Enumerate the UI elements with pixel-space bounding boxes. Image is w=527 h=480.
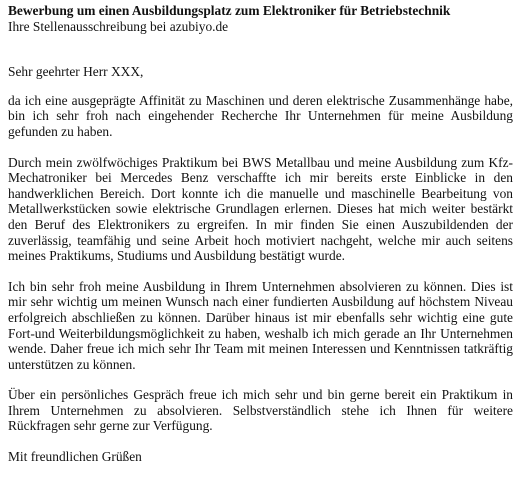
letter-subject: Bewerbung um einen Ausbildungsplatz zum Elektroniker für Betriebstechnik xyxy=(8,3,451,18)
letter-paragraph-intro: da ich eine ausgeprägte Affinität zu Maschinen und deren elektrische Zusammenhänge habe, bin ich sehr froh nach eingehender Recherche Ihr Unternehmen für meine Ausbildung gefunden zu haben. xyxy=(8,92,513,139)
letter-paragraph-motivation: Ich bin sehr froh meine Ausbildung in Ihrem Unternehmen absolvieren zu können. Dies ist mir sehr wichtig um meinen Wunsch nach einer fundierten Ausbildung auf höchstem Niveau erfolgreich abschließen zu können. Darüber hinaus ist mir ebenfalls sehr wichtig eine gute Fort-und Weiterbildungsmöglichkeit zu haben, weshalb ich mich gerade an Ihr Unternehmen wende. Daher freue ich mich sehr Ihr Team mit meinen Interessen und Kenntnissen tatkräftig unterstützen zu können. xyxy=(8,278,513,372)
letter-paragraph-experience: Durch mein zwölfwöchiges Praktikum bei BWS Metallbau und meine Ausbildung zum Kfz-Mechatroniker bei Mercedes Benz verschaffte ich mir bereits erste Einblicke in den handwerklichen Bereich. Dort konnte ich die manuelle und maschinelle Bearbeitung von Metallwerkstücken sowie elektrische Grundlagen erlernen. Dieses hat mich weiter bestärkt den Beruf des Elektronikers zu ergreifen. In mir finden Sie einen Auszubildenden der zuverlässig, teamfähig und seine Arbeit hoch motiviert nachgeht, welche mir auch seitens meines Praktikums, Studiums und Ausbildung bestätigt wurde. xyxy=(8,154,513,264)
letter-document xyxy=(8,3,513,465)
letter-reference-line: Ihre Stellenausschreibung bei azubiyo.de xyxy=(8,18,229,34)
letter-closing: Mit freundlichen Grüßen xyxy=(8,449,142,465)
letter-paragraph-interview: Über ein persönliches Gespräch freue ich mich sehr und bin gerne bereit ein Praktikum in Ihrem Unternehmen zu absolvieren. Selbstverständlich stehe ich Ihnen für weitere Rückfragen sehr gerne zur Verfügung. xyxy=(8,387,513,434)
letter-salutation: Sehr geehrter Herr XXX, xyxy=(8,64,144,80)
